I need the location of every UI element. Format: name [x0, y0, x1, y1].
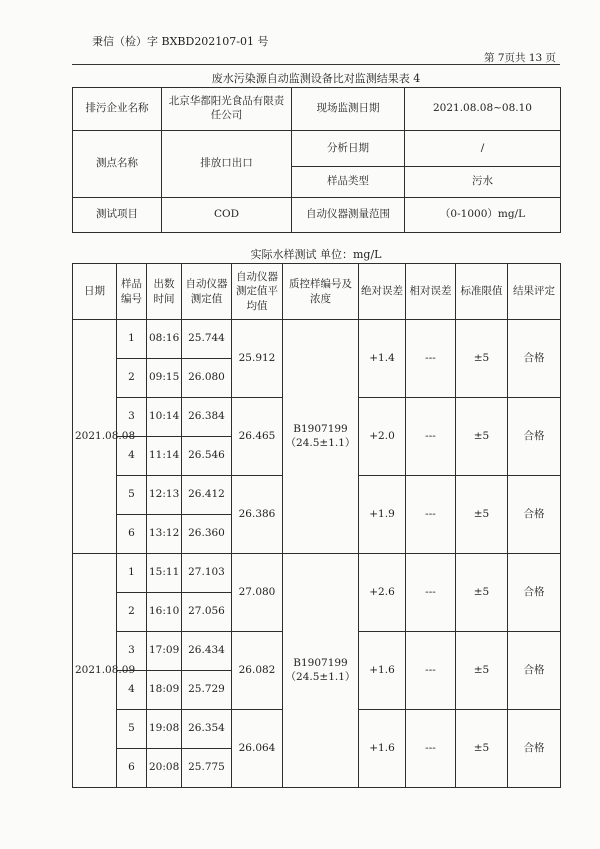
- sample-no-cell: 2: [117, 359, 147, 398]
- sample-no-cell: 3: [117, 632, 147, 671]
- company-value: 北京华都阳光食品有限责任公司: [162, 88, 292, 131]
- time-cell: 16:10: [147, 593, 182, 632]
- limit-cell: ±5: [456, 632, 508, 710]
- col-sample-no-header: 样品编号: [117, 264, 147, 320]
- auto-value-cell: 27.056: [182, 593, 232, 632]
- auto-value-cell: 25.775: [182, 749, 232, 788]
- abs-error-cell: +1.6: [359, 632, 406, 710]
- time-cell: 13:12: [147, 515, 182, 554]
- rel-error-cell: ---: [406, 320, 456, 398]
- sample-type-value: 污水: [405, 167, 561, 198]
- limit-cell: ±5: [456, 710, 508, 788]
- time-cell: 15:11: [147, 554, 182, 593]
- sample-type-label: 样品类型: [292, 167, 405, 198]
- time-cell: 17:09: [147, 632, 182, 671]
- auto-value-cell: 26.360: [182, 515, 232, 554]
- auto-value-cell: 26.434: [182, 632, 232, 671]
- qc-sample-cell: B1907199（24.5±1.1）: [283, 320, 359, 554]
- sample-no-cell: 3: [117, 398, 147, 437]
- range-value: （0-1000）mg/L: [405, 198, 561, 233]
- result-cell: 合格: [508, 554, 561, 632]
- document-code: 秉信（检）字 BXBD202107-01 号: [92, 35, 269, 48]
- col-time-header: 出数时间: [147, 264, 182, 320]
- test-item-label: 测试项目: [73, 198, 162, 233]
- qc-sample-cell: B1907199（24.5±1.1）: [283, 554, 359, 788]
- limit-cell: ±5: [456, 476, 508, 554]
- rel-error-cell: ---: [406, 398, 456, 476]
- result-cell: 合格: [508, 320, 561, 398]
- limit-cell: ±5: [456, 320, 508, 398]
- average-cell: 27.080: [232, 554, 283, 632]
- rel-error-cell: ---: [406, 632, 456, 710]
- company-label: 排污企业名称: [73, 88, 162, 131]
- auto-value-cell: 26.354: [182, 710, 232, 749]
- sample-no-cell: 1: [117, 554, 147, 593]
- sample-no-cell: 4: [117, 437, 147, 476]
- abs-error-cell: +1.9: [359, 476, 406, 554]
- auto-value-cell: 26.546: [182, 437, 232, 476]
- auto-value-cell: 26.412: [182, 476, 232, 515]
- site-date-value: 2021.08.08~08.10: [405, 88, 561, 131]
- results-header-row: [73, 264, 561, 320]
- time-cell: 09:15: [147, 359, 182, 398]
- abs-error-cell: +1.6: [359, 710, 406, 788]
- result-cell: 合格: [508, 398, 561, 476]
- rel-error-cell: ---: [406, 710, 456, 788]
- average-cell: 25.912: [232, 320, 283, 398]
- time-cell: 10:14: [147, 398, 182, 437]
- results-table: [72, 263, 561, 788]
- analysis-date-label: 分析日期: [292, 131, 405, 167]
- sample-no-cell: 1: [117, 320, 147, 359]
- col-rel-error-header: 相对误差: [406, 264, 456, 320]
- average-cell: 26.386: [232, 476, 283, 554]
- header-rule: [72, 64, 560, 65]
- sample-no-cell: 2: [117, 593, 147, 632]
- test-item-value: COD: [162, 198, 292, 233]
- sample-no-cell: 4: [117, 671, 147, 710]
- col-abs-error-header: 绝对误差: [359, 264, 406, 320]
- time-cell: 11:14: [147, 437, 182, 476]
- auto-value-cell: 25.729: [182, 671, 232, 710]
- sample-no-cell: 6: [117, 749, 147, 788]
- site-date-label: 现场监测日期: [292, 88, 405, 131]
- col-date-header: 日期: [73, 264, 117, 320]
- sample-no-cell: 6: [117, 515, 147, 554]
- time-cell: 08:16: [147, 320, 182, 359]
- time-cell: 19:08: [147, 710, 182, 749]
- result-cell: 合格: [508, 710, 561, 788]
- time-cell: 20:08: [147, 749, 182, 788]
- col-auto-value-header: 自动仪器测定值: [182, 264, 232, 320]
- auto-value-cell: 26.384: [182, 398, 232, 437]
- table-row: [73, 554, 561, 593]
- date-cell: 2021.08.09: [73, 554, 117, 788]
- rel-error-cell: ---: [406, 554, 456, 632]
- info-table: [72, 87, 561, 233]
- table-row: [73, 320, 561, 359]
- auto-value-cell: 27.103: [182, 554, 232, 593]
- rel-error-cell: ---: [406, 476, 456, 554]
- range-label: 自动仪器测量范围: [292, 198, 405, 233]
- time-cell: 18:09: [147, 671, 182, 710]
- point-value: 排放口出口: [162, 131, 292, 198]
- abs-error-cell: +2.0: [359, 398, 406, 476]
- date-cell: 2021.08.08: [73, 320, 117, 554]
- average-cell: 26.465: [232, 398, 283, 476]
- abs-error-cell: +1.4: [359, 320, 406, 398]
- auto-value-cell: 26.080: [182, 359, 232, 398]
- col-auto-average-header: 自动仪器测定值平均值: [232, 264, 283, 320]
- sample-no-cell: 5: [117, 710, 147, 749]
- table-title: 废水污染源自动监测设备比对监测结果表 4: [211, 72, 421, 85]
- average-cell: 26.064: [232, 710, 283, 788]
- col-limit-header: 标准限值: [456, 264, 508, 320]
- limit-cell: ±5: [456, 398, 508, 476]
- auto-value-cell: 25.744: [182, 320, 232, 359]
- sample-no-cell: 5: [117, 476, 147, 515]
- unit-subtitle: 实际水样测试 单位：mg/L: [250, 248, 382, 261]
- result-cell: 合格: [508, 476, 561, 554]
- abs-error-cell: +2.6: [359, 554, 406, 632]
- page-number: 第 7页共 13 页: [484, 52, 557, 64]
- point-label: 测点名称: [73, 131, 162, 198]
- limit-cell: ±5: [456, 554, 508, 632]
- analysis-date-value: /: [405, 131, 561, 167]
- time-cell: 12:13: [147, 476, 182, 515]
- col-qc-sample-header: 质控样编号及浓度: [283, 264, 359, 320]
- col-result-header: 结果评定: [508, 264, 561, 320]
- result-cell: 合格: [508, 632, 561, 710]
- average-cell: 26.082: [232, 632, 283, 710]
